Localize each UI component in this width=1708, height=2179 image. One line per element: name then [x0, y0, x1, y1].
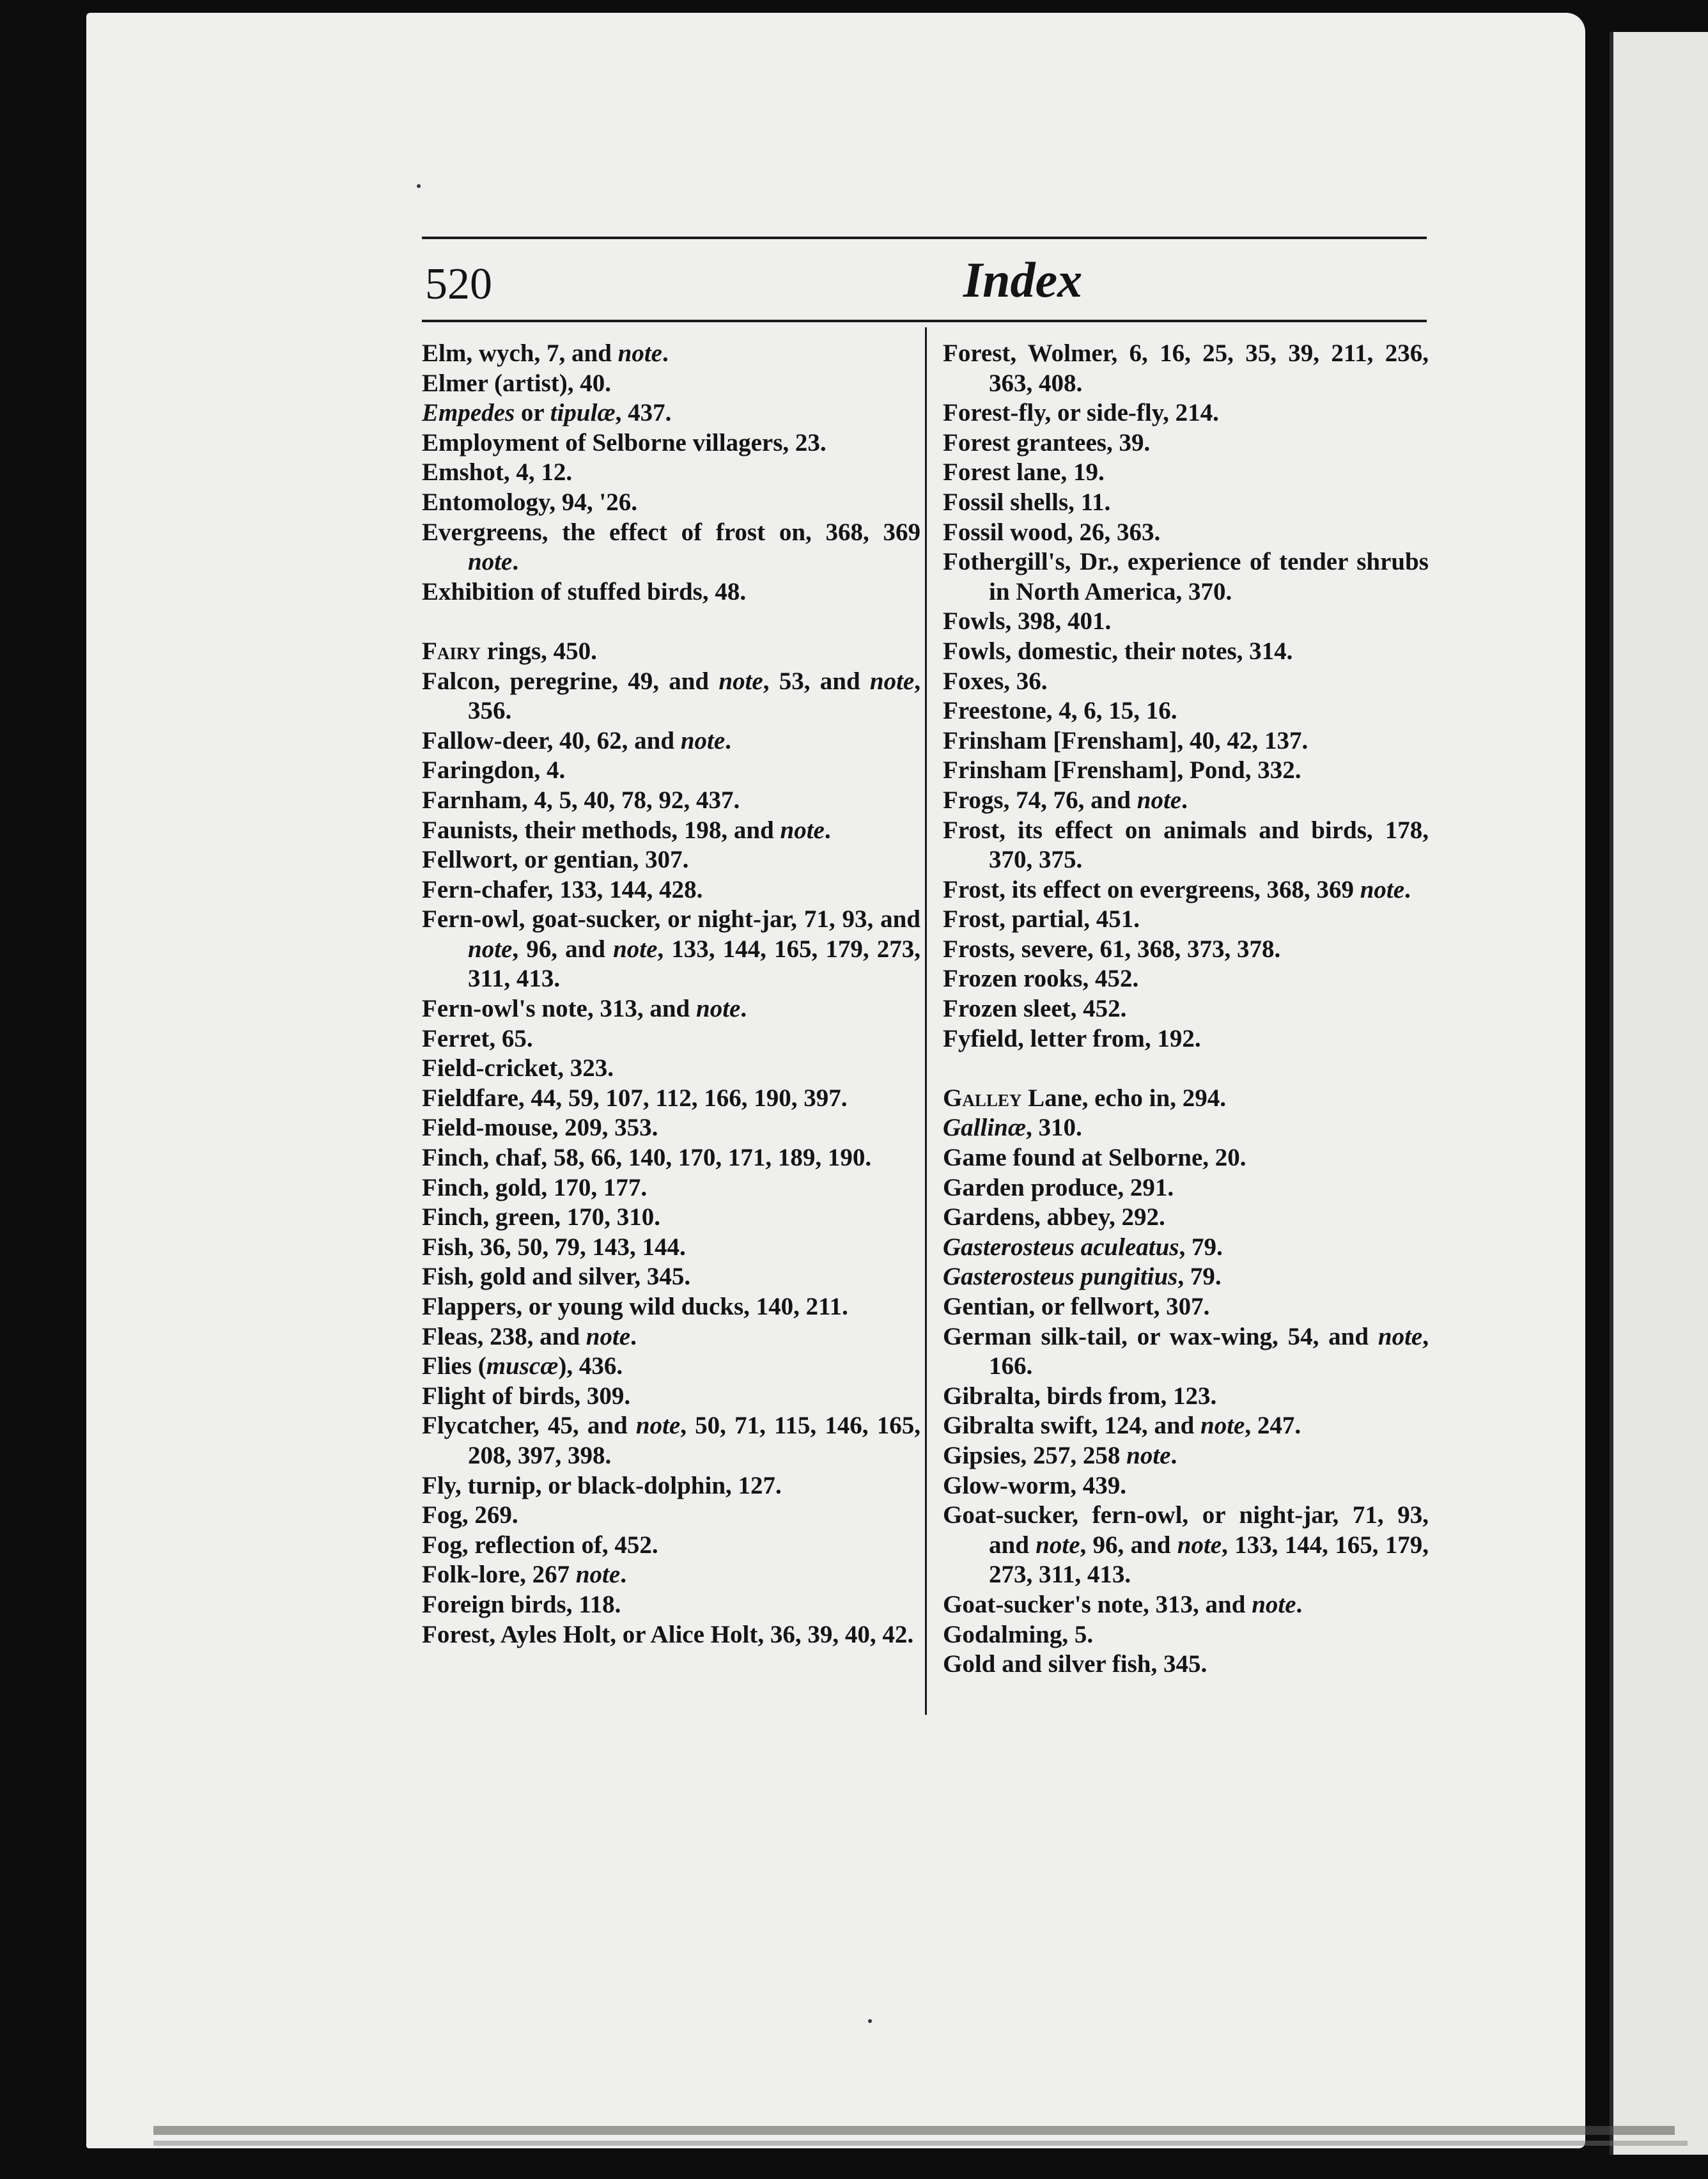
index-entry: Fog, 269. [422, 1501, 518, 1529]
column-divider [925, 327, 927, 1715]
index-entry: Frost, its effect on evergreens, 368, 369 note. [943, 875, 1411, 903]
index-entry: Fairy rings, 450. [422, 637, 597, 665]
index-entry: Gasterosteus aculeatus, 79. [943, 1233, 1223, 1261]
page-bottom-edge-shadow [153, 2141, 1688, 2146]
index-entry: Forest, Wolmer, 6, 16, 25, 35, 39, 211, 236, 363, 408. [943, 340, 1429, 397]
index-entry: Folk-lore, 267 note. [422, 1561, 626, 1589]
index-entry: Fish, gold and silver, 345. [422, 1263, 691, 1291]
index-entry: Forest-fly, or side-fly, 214. [943, 399, 1219, 427]
index-entry: Field-mouse, 209, 353. [422, 1114, 658, 1142]
index-entry: Fowls, domestic, their notes, 314. [943, 637, 1293, 665]
index-entry: Foreign birds, 118. [422, 1590, 621, 1618]
index-entry: Fossil shells, 11. [943, 488, 1111, 516]
index-entry: Finch, chaf, 58, 66, 140, 170, 171, 189, 190. [422, 1144, 872, 1172]
index-entry: Fossil wood, 26, 363. [943, 518, 1161, 546]
index-entry: Frozen rooks, 452. [943, 965, 1139, 993]
index-entry: Garden produce, 291. [943, 1173, 1174, 1201]
index-entry: Exhibition of stuffed birds, 48. [422, 577, 747, 605]
index-entry: Elmer (artist), 40. [422, 369, 612, 397]
index-entry: Evergreens, the effect of frost on, 368, 369 note. [422, 518, 920, 576]
paper-speck [868, 2019, 872, 2023]
index-entry: Frost, partial, 451. [943, 905, 1140, 933]
index-entry: Gentian, or fellwort, 307. [943, 1293, 1210, 1320]
index-entry: Empedes or tipulæ, 437. [422, 399, 672, 427]
index-entry: Foxes, 36. [943, 667, 1048, 695]
index-entry: Emshot, 4, 12. [422, 458, 573, 487]
facing-page-edge [1610, 32, 1708, 2155]
index-entry: Gold and silver fish, 345. [943, 1650, 1207, 1678]
index-entry: Farnham, 4, 5, 40, 78, 92, 437. [422, 786, 740, 814]
paper-speck [417, 184, 421, 188]
index-entry: Freestone, 4, 6, 15, 16. [943, 697, 1177, 725]
index-entry: Frost, its effect on animals and birds, 178, 370, 375. [943, 816, 1429, 874]
index-entry: Faunists, their methods, 198, and note. [422, 816, 831, 844]
index-entry: Fieldfare, 44, 59, 107, 112, 166, 190, 397. [422, 1084, 848, 1112]
index-entry: Flies (muscæ), 436. [422, 1352, 623, 1380]
index-entry: Fog, reflection of, 452. [422, 1531, 658, 1559]
index-entry: Frinsham [Frensham], 40, 42, 137. [943, 726, 1308, 754]
index-entry: Flappers, or young wild ducks, 140, 211. [422, 1293, 848, 1320]
index-entry: Fish, 36, 50, 79, 143, 144. [422, 1233, 686, 1261]
index-entry: Goat-sucker, fern-owl, or night-jar, 71, 93, and note, 96, and note, 133, 144, 165, 179, 273, 311, 413. [943, 1501, 1429, 1589]
index-entry: Fly, turnip, or black-dolphin, 127. [422, 1471, 782, 1499]
index-column-left [422, 339, 920, 1650]
index-entry: Fyfield, letter from, 192. [943, 1024, 1201, 1052]
index-entry: Flight of birds, 309. [422, 1382, 631, 1410]
index-entry: Falcon, peregrine, 49, and note, 53, and note, 356. [422, 667, 920, 725]
index-entry: Employment of Selborne villagers, 23. [422, 428, 827, 457]
page-number: 520 [425, 260, 492, 309]
index-entry: Finch, green, 170, 310. [422, 1203, 661, 1231]
index-entry: Elm, wych, 7, and note. [422, 340, 669, 367]
index-entry: Gardens, abbey, 292. [943, 1203, 1165, 1231]
index-entry: Goat-sucker's note, 313, and note. [943, 1590, 1303, 1618]
index-entry: Fowls, 398, 401. [943, 607, 1112, 636]
index-entry: Gallinæ, 310. [943, 1114, 1082, 1142]
index-entry: Flycatcher, 45, and note, 50, 71, 115, 146, 165, 208, 397, 398. [422, 1412, 920, 1469]
index-entry: Fallow-deer, 40, 62, and note. [422, 726, 731, 754]
index-entry: Frinsham [Frensham], Pond, 332. [943, 756, 1301, 785]
index-entry: Fothergill's, Dr., experience of tender shrubs in North America, 370. [943, 548, 1429, 605]
index-entry: Gasterosteus pungitius, 79. [943, 1263, 1222, 1291]
index-entry: Fern-owl's note, 313, and note. [422, 995, 747, 1023]
index-entry: Ferret, 65. [422, 1024, 533, 1052]
index-entry: Finch, gold, 170, 177. [422, 1173, 648, 1201]
index-entry: Forest lane, 19. [943, 458, 1105, 487]
index-entry: German silk-tail, or wax-wing, 54, and note, 166. [943, 1322, 1429, 1380]
index-entry: Frosts, severe, 61, 368, 373, 378. [943, 935, 1281, 963]
section-gap [422, 607, 920, 637]
page-bottom-edge [153, 2126, 1675, 2135]
header-rule-bottom [422, 320, 1427, 322]
index-entry: Gibralta swift, 124, and note, 247. [943, 1412, 1301, 1440]
index-entry: Glow-worm, 439. [943, 1471, 1127, 1499]
index-entry: Frozen sleet, 452. [943, 995, 1127, 1023]
index-entry: Fern-chafer, 133, 144, 428. [422, 875, 703, 903]
index-entry: Game found at Selborne, 20. [943, 1144, 1246, 1172]
index-entry: Entomology, 94, '26. [422, 488, 637, 516]
index-entry: Fellwort, or gentian, 307. [422, 846, 689, 874]
running-title: Index [963, 252, 1083, 308]
index-entry: Gibralta, birds from, 123. [943, 1382, 1217, 1410]
index-entry: Field-cricket, 323. [422, 1054, 614, 1082]
index-entry: Fern-owl, goat-sucker, or night-jar, 71, 93, and note, 96, and note, 133, 144, 165, 179, 273, 311, 413. [422, 905, 920, 993]
index-entry: Fleas, 238, and note. [422, 1322, 637, 1350]
index-entry: Forest, Ayles Holt, or Alice Holt, 36, 39, 40, 42. [422, 1620, 914, 1648]
index-entry: Faringdon, 4. [422, 756, 566, 785]
index-entry: Gipsies, 257, 258 note. [943, 1441, 1177, 1469]
section-gap [943, 1054, 1429, 1084]
header-rule-top [422, 237, 1427, 239]
index-entry: Frogs, 74, 76, and note. [943, 786, 1188, 814]
index-column-right [943, 339, 1429, 1680]
index-entry: Forest grantees, 39. [943, 428, 1151, 457]
index-entry: Galley Lane, echo in, 294. [943, 1084, 1226, 1112]
index-entry: Godalming, 5. [943, 1620, 1094, 1648]
